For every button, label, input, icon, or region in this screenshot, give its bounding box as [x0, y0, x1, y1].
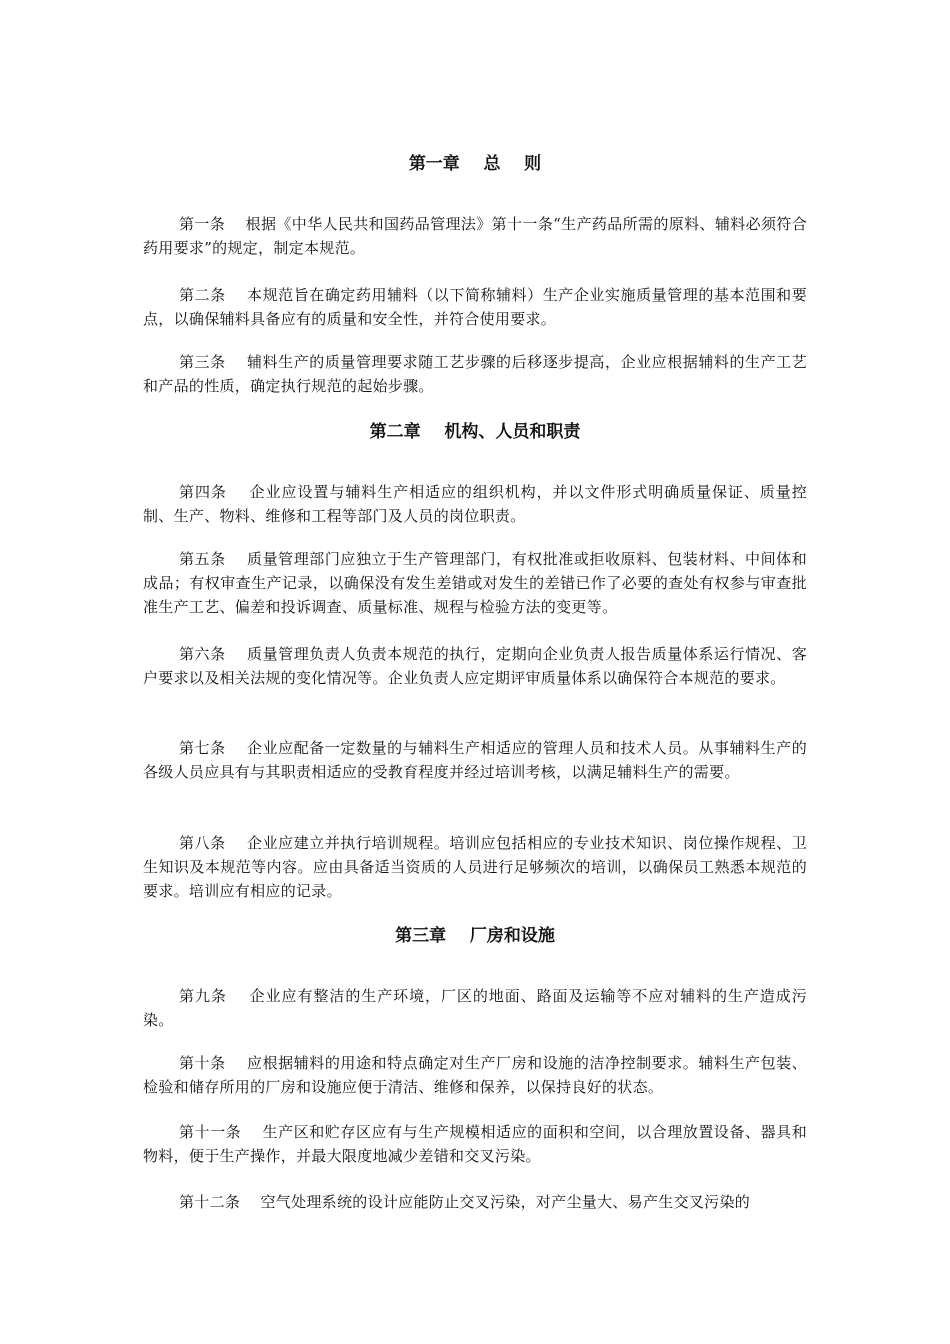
- article-5: 第五条 质量管理部门应独立于生产管理部门，有权批准或拒收原料、包装材料、中间体和成品；有权审查生产记录，以确保没有发生差错或对发生的差错已作了必要的查处有权参与审查批准生产工艺、偏差和投诉调查、质量标准、规程与检验方法的变更等。: [143, 550, 807, 616]
- article-2: 第二条 本规范旨在确定药用辅料（以下简称辅料）生产企业实施质量管理的基本范围和要点，以确保辅料具备应有的质量和安全性，并符合使用要求。: [143, 286, 807, 328]
- article-9: 第九条 企业应有整洁的生产环境，厂区的地面、路面及运输等不应对辅料的生产造成污染。: [143, 987, 807, 1029]
- article-10: 第十条 应根据辅料的用途和特点确定对生产厂房和设施的洁净控制要求。辅料生产包装、检验和储存所用的厂房和设施应便于清洁、维修和保养，以保持良好的状态。: [143, 1054, 807, 1096]
- article-4: 第四条 企业应设置与辅料生产相适应的组织机构，并以文件形式明确质量保证、质量控制、生产、物料、维修和工程等部门及人员的岗位职责。: [143, 483, 807, 525]
- article-12: 第十二条 空气处理系统的设计应能防止交叉污染，对产尘量大、易产生交叉污染的: [179, 1193, 751, 1211]
- chapter-2-title: 第二章 机构、人员和职责: [369, 422, 581, 442]
- article-3: 第三条 辅料生产的质量管理要求随工艺步骤的后移逐步提高，企业应根据辅料的生产工艺和产品的性质，确定执行规范的起始步骤。: [143, 353, 807, 395]
- article-7: 第七条 企业应配备一定数量的与辅料生产相适应的管理人员和技术人员。从事辅料生产的各级人员应具有与其职责相适应的受教育程度并经过培训考核，以满足辅料生产的需要。: [143, 739, 807, 781]
- article-8: 第八条 企业应建立并执行培训规程。培训应包括相应的专业技术知识、岗位操作规程、卫生知识及本规范等内容。应由具备适当资质的人员进行足够频次的培训，以确保员工熟悉本规范的要求。培训应有相应的记录。: [143, 834, 807, 900]
- article-11: 第十一条 生产区和贮存区应有与生产规模相适应的面积和空间，以合理放置设备、器具和物料，便于生产操作，并最大限度地减少差错和交叉污染。: [143, 1123, 807, 1165]
- chapter-1-title: 第一章 总 则: [408, 154, 542, 174]
- chapter-3-title: 第三章 厂房和设施: [395, 926, 555, 946]
- article-1: 第一条 根据《中华人民共和国药品管理法》第十一条“生产药品所需的原料、辅料必须符合药用要求”的规定，制定本规范。: [143, 215, 807, 257]
- article-6: 第六条 质量管理负责人负责本规范的执行，定期向企业负责人报告质量体系运行情况、客户要求以及相关法规的变化情况等。企业负责人应定期评审质量体系以确保符合本规范的要求。: [143, 645, 807, 687]
